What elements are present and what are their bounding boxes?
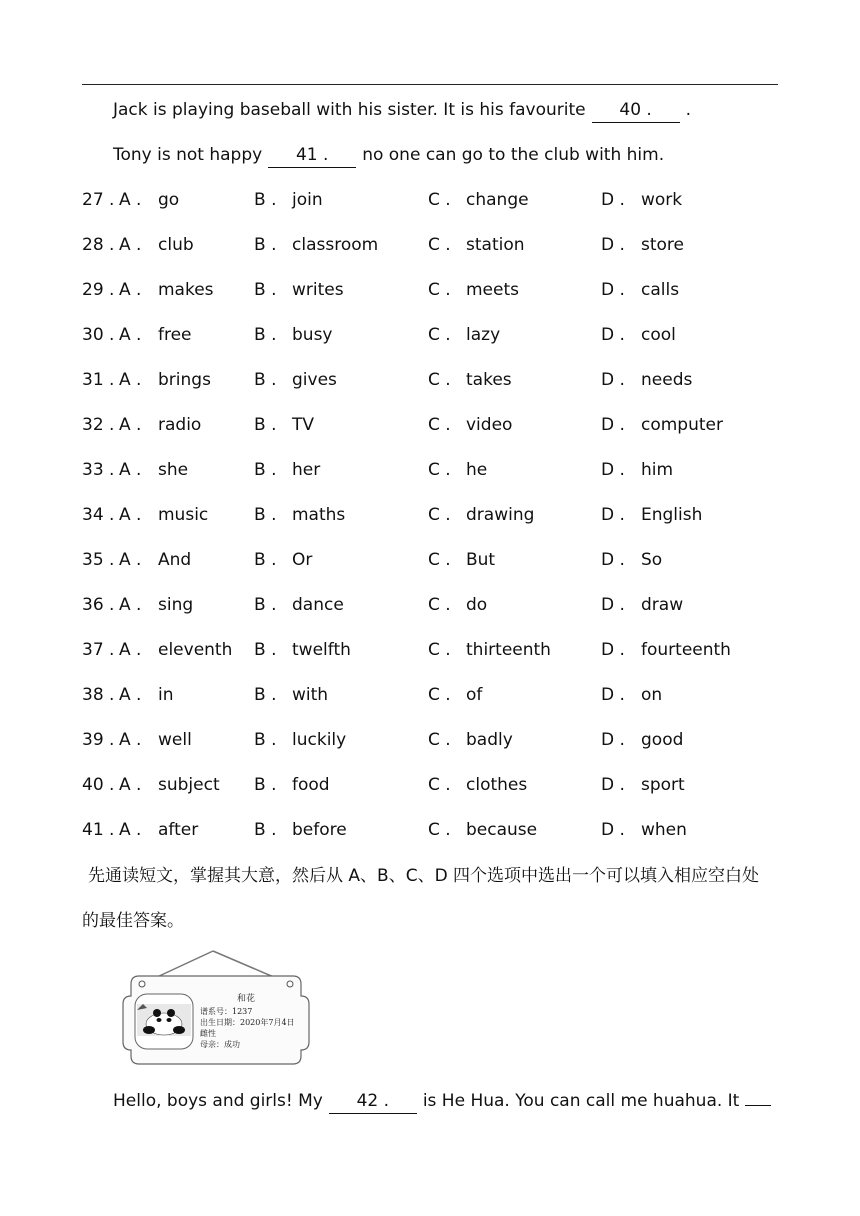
option-letter: A .	[119, 640, 142, 660]
option-letter: A .	[119, 280, 142, 300]
answer-option[interactable]: subject	[158, 775, 220, 795]
option-letter: C .	[428, 595, 451, 615]
question-number: 33 .	[82, 460, 115, 480]
option-letter: A .	[119, 370, 142, 390]
answer-option[interactable]: fourteenth	[641, 640, 731, 660]
option-letter: B .	[254, 190, 277, 210]
answer-option[interactable]: when	[641, 820, 687, 840]
option-letter: B .	[254, 640, 277, 660]
answer-option[interactable]: meets	[466, 280, 520, 300]
question-number: 41 .	[82, 820, 115, 840]
panda-birthdate: 出生日期：2020年7月4日	[200, 1018, 295, 1027]
question-number: 40 .	[82, 775, 115, 795]
answer-option[interactable]: And	[158, 550, 192, 570]
passage-line-40	[113, 98, 691, 123]
instruction-line-1: 先通读短文，掌握其大意，然后从 A、B、C、D 四个选项中选出一个可以填入相应空白处	[88, 866, 760, 886]
answer-option[interactable]: TV	[292, 415, 315, 435]
option-letter: A .	[119, 550, 142, 570]
question-number: 35 .	[82, 550, 115, 570]
option-letter: D .	[601, 190, 625, 210]
option-letter: A .	[119, 325, 142, 345]
option-letter: D .	[601, 730, 625, 750]
panda-sex: 雌性	[200, 1029, 216, 1038]
option-letter: B .	[254, 685, 277, 705]
answer-option[interactable]: in	[158, 685, 174, 705]
option-letter: C .	[428, 730, 451, 750]
passage-text: Jack is playing baseball with his sister. It is his favourite	[113, 100, 586, 120]
option-letter: D .	[601, 775, 625, 795]
answer-option[interactable]: after	[158, 820, 199, 840]
answer-option[interactable]: luckily	[292, 730, 347, 750]
option-letter: A .	[119, 775, 142, 795]
question-number: 38 .	[82, 685, 115, 705]
panda-name: 和花	[237, 994, 256, 1004]
passage-text: Hello, boys and girls! My	[113, 1091, 323, 1111]
answer-option[interactable]: So	[641, 550, 663, 570]
answer-option[interactable]: brings	[158, 370, 211, 390]
answer-option[interactable]: music	[158, 505, 209, 525]
answer-option[interactable]: busy	[292, 325, 333, 345]
option-letter: C .	[428, 820, 451, 840]
answer-option[interactable]: computer	[641, 415, 723, 435]
option-letter: A .	[119, 505, 142, 525]
question-number: 31 .	[82, 370, 115, 390]
answer-option[interactable]: cool	[641, 325, 676, 345]
answer-option[interactable]: with	[292, 685, 329, 705]
option-letter: D .	[601, 415, 625, 435]
option-letter: A .	[119, 415, 142, 435]
option-letter: C .	[428, 370, 451, 390]
option-letter: C .	[428, 640, 451, 660]
option-letter: B .	[254, 370, 277, 390]
option-letter: D .	[601, 370, 625, 390]
option-letter: B .	[254, 460, 277, 480]
question-number: 32 .	[82, 415, 115, 435]
question-number: 29 .	[82, 280, 115, 300]
option-letter: C .	[428, 280, 451, 300]
answer-option[interactable]: But	[466, 550, 496, 570]
panda-id-card	[113, 946, 319, 1068]
answer-option[interactable]: do	[466, 595, 488, 615]
option-letter: C .	[428, 505, 451, 525]
answer-option[interactable]: free	[158, 325, 192, 345]
panda-photo	[137, 1004, 191, 1036]
question-number: 39 .	[82, 730, 115, 750]
option-letter: A .	[119, 730, 142, 750]
panda-mother: 母亲：成功	[200, 1040, 240, 1049]
answer-option[interactable]: well	[158, 730, 192, 750]
answer-option[interactable]: good	[641, 730, 684, 750]
answer-option[interactable]: eleventh	[158, 640, 233, 660]
question-number: 37 .	[82, 640, 115, 660]
answer-option[interactable]: lazy	[466, 325, 501, 345]
passage-text: .	[685, 100, 692, 120]
passage-line-42	[113, 1089, 777, 1114]
option-letter: B .	[254, 280, 277, 300]
answer-option[interactable]: video	[466, 415, 513, 435]
answer-option[interactable]: clothes	[466, 775, 528, 795]
answer-option[interactable]: radio	[158, 415, 202, 435]
option-letter: A .	[119, 820, 142, 840]
option-letter: D .	[601, 640, 625, 660]
answer-option[interactable]: club	[158, 235, 194, 255]
answer-option[interactable]: of	[466, 685, 483, 705]
passage-line-41	[113, 143, 664, 168]
answer-option[interactable]: change	[466, 190, 529, 210]
top-divider	[82, 84, 778, 85]
answer-option[interactable]: sport	[641, 775, 685, 795]
answer-option[interactable]: him	[641, 460, 674, 480]
answer-option[interactable]: work	[641, 190, 683, 210]
answer-option[interactable]: join	[292, 190, 323, 210]
option-letter: B .	[254, 595, 277, 615]
answer-option[interactable]: badly	[466, 730, 513, 750]
option-letter: D .	[601, 685, 625, 705]
option-letter: D .	[601, 460, 625, 480]
answer-option[interactable]: before	[292, 820, 347, 840]
question-number: 27 .	[82, 190, 115, 210]
answer-blank-41[interactable]: 41 .	[268, 143, 356, 168]
option-letter: C .	[428, 325, 451, 345]
option-letter: D .	[601, 325, 625, 345]
option-letter: D .	[601, 595, 625, 615]
answer-option[interactable]: go	[158, 190, 180, 210]
option-letter: A .	[119, 685, 142, 705]
option-letter: D .	[601, 235, 625, 255]
option-letter: B .	[254, 820, 277, 840]
passage-text: Tony is not happy	[113, 145, 263, 165]
option-letter: B .	[254, 775, 277, 795]
answer-option[interactable]: twelfth	[292, 640, 351, 660]
option-letter: B .	[254, 730, 277, 750]
answer-option[interactable]: calls	[641, 280, 680, 300]
answer-blank-42[interactable]: 42 .	[329, 1089, 417, 1114]
answer-blank-40[interactable]: 40 .	[592, 98, 680, 123]
answer-option[interactable]: gives	[292, 370, 337, 390]
passage-text: no one can go to the club with him.	[362, 145, 665, 165]
option-letter: A .	[119, 235, 142, 255]
answer-option[interactable]: Or	[292, 550, 313, 570]
answer-option[interactable]: she	[158, 460, 189, 480]
option-letter: B .	[254, 235, 277, 255]
option-letter: B .	[254, 550, 277, 570]
answer-option[interactable]: he	[466, 460, 488, 480]
option-letter: C .	[428, 460, 451, 480]
option-letter: B .	[254, 415, 277, 435]
question-number: 34 .	[82, 505, 115, 525]
option-letter: C .	[428, 550, 451, 570]
option-letter: A .	[119, 460, 142, 480]
answer-option[interactable]: maths	[292, 505, 346, 525]
option-letter: C .	[428, 235, 451, 255]
answer-option[interactable]: takes	[466, 370, 512, 390]
answer-blank-43[interactable]	[745, 1105, 771, 1106]
answer-option[interactable]: dance	[292, 595, 344, 615]
passage-text: is He Hua. You can call me huahua. It	[422, 1091, 740, 1111]
instruction-line-2: 的最佳答案。	[82, 911, 184, 931]
question-number: 30 .	[82, 325, 115, 345]
option-letter: D .	[601, 505, 625, 525]
option-letter: A .	[119, 595, 142, 615]
option-letter: A .	[119, 190, 142, 210]
answer-option[interactable]: needs	[641, 370, 693, 390]
answer-option[interactable]: station	[466, 235, 525, 255]
option-letter: D .	[601, 280, 625, 300]
answer-option[interactable]: classroom	[292, 235, 379, 255]
option-letter: C .	[428, 415, 451, 435]
answer-option[interactable]: store	[641, 235, 684, 255]
answer-option[interactable]: drawing	[466, 505, 535, 525]
answer-option[interactable]: draw	[641, 595, 684, 615]
answer-option[interactable]: on	[641, 685, 663, 705]
option-letter: D .	[601, 550, 625, 570]
answer-option[interactable]: makes	[158, 280, 214, 300]
answer-option[interactable]: writes	[292, 280, 344, 300]
option-letter: C .	[428, 775, 451, 795]
option-letter: D .	[601, 820, 625, 840]
answer-option[interactable]: her	[292, 460, 321, 480]
question-number: 36 .	[82, 595, 115, 615]
option-letter: C .	[428, 685, 451, 705]
answer-option[interactable]: because	[466, 820, 538, 840]
answer-option[interactable]: food	[292, 775, 330, 795]
option-letter: C .	[428, 190, 451, 210]
question-number: 28 .	[82, 235, 115, 255]
answer-option[interactable]: sing	[158, 595, 194, 615]
panda-pedigree: 谱系号：1237	[200, 1007, 253, 1016]
answer-option[interactable]: thirteenth	[466, 640, 551, 660]
option-letter: B .	[254, 325, 277, 345]
answer-option[interactable]: English	[641, 505, 703, 525]
option-letter: B .	[254, 505, 277, 525]
